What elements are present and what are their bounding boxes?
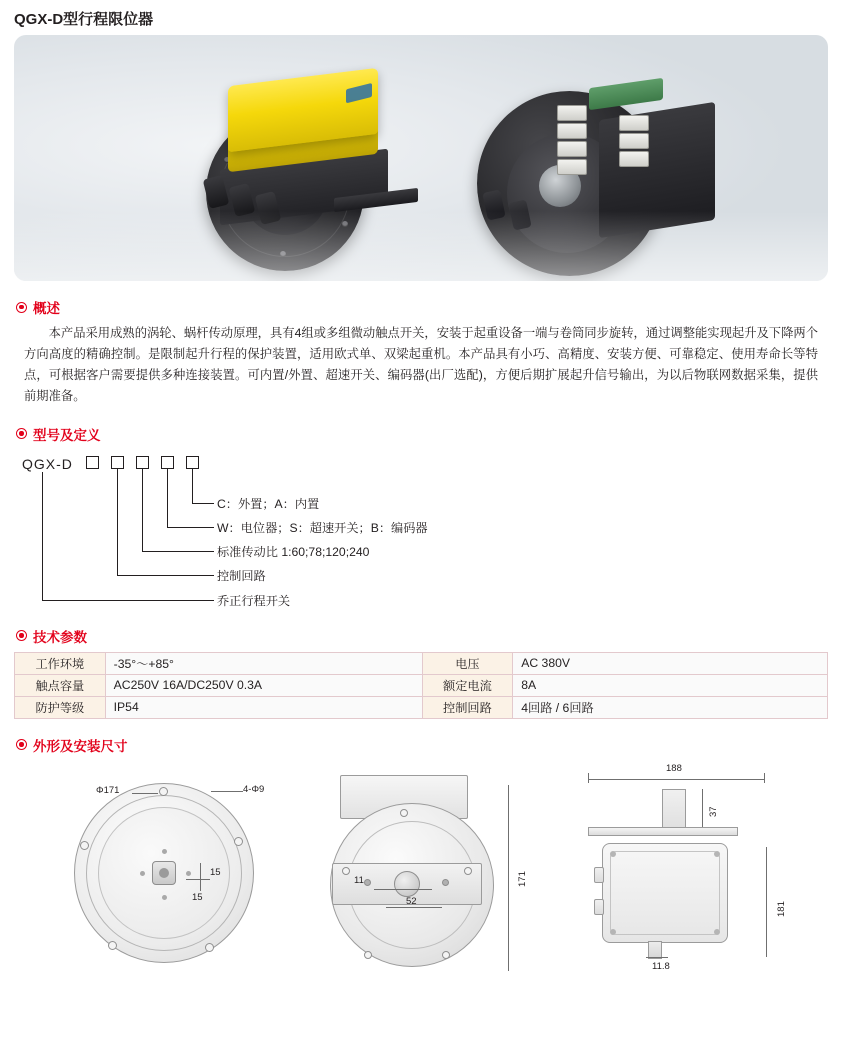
table-cell-key: 触点容量 bbox=[15, 674, 106, 696]
model-code-diagram bbox=[14, 450, 828, 610]
section-tech-header bbox=[14, 626, 828, 646]
dim-side-width: 188 bbox=[666, 762, 682, 774]
model-label-3: 标准传动比 1:60;78;120;240 bbox=[217, 544, 370, 559]
table-cell-value: AC 380V bbox=[513, 652, 828, 674]
table-row bbox=[15, 674, 828, 696]
overview-paragraph: 本产品采用成熟的涡轮、蜗杆传动原理，具有4组或多组微动触点开关，安装于起重设备一端与卷筒同步旋转，通过调整能实现起升及下降两个方向高度的精确控制。是限制起升行程的保护装置，适用欧式单、双梁起重机。本产品具有小巧、高精度、安装方便、可靠稳定、使用寿命长等特点，可根据客户需要提供多种连接装置。可内置/外置、超速开关、编码器(出厂选配)，方便后期扩展起升信号输出，为以后物联网数据采集，提供前期准备。 bbox=[24, 326, 818, 404]
section-overview bbox=[14, 297, 828, 408]
table-cell-value: 8A bbox=[513, 674, 828, 696]
table-cell-key: 额定电流 bbox=[422, 674, 513, 696]
model-option-box-4 bbox=[161, 456, 174, 469]
table-row bbox=[15, 652, 828, 674]
table-cell-value: IP54 bbox=[105, 696, 422, 718]
table-cell-value: -35°～+85° bbox=[105, 652, 422, 674]
dim-side-neck: 37 bbox=[708, 805, 719, 817]
dim-front-v: 15 bbox=[192, 891, 203, 903]
front-view-drawing bbox=[74, 783, 254, 963]
model-label-5: 乔正行程开关 bbox=[217, 593, 291, 608]
limit-switch-open-internals-photo bbox=[469, 71, 719, 276]
section-overview-title: 概述 bbox=[33, 301, 60, 316]
bullet-dot-icon bbox=[16, 302, 27, 313]
section-model bbox=[14, 424, 828, 610]
model-code-text: QGX-D bbox=[22, 455, 73, 472]
section-overview-header bbox=[14, 297, 828, 317]
section-model-header bbox=[14, 424, 828, 444]
side-view-drawing bbox=[584, 771, 784, 971]
dimension-drawings bbox=[14, 761, 828, 976]
middle-view-drawing bbox=[324, 775, 514, 971]
section-dimensions-header bbox=[14, 735, 828, 755]
tech-params-table bbox=[14, 652, 828, 719]
model-option-box-2 bbox=[111, 456, 124, 469]
model-option-box-3 bbox=[136, 456, 149, 469]
dim-front-diameter: Φ171 bbox=[96, 784, 120, 796]
model-label-2: W：电位器；S：超速开关；B：编码器 bbox=[217, 520, 428, 535]
section-model-title: 型号及定义 bbox=[33, 427, 101, 443]
dim-side-height: 181 bbox=[776, 900, 787, 917]
table-cell-key: 防护等级 bbox=[15, 696, 106, 718]
product-photo-band bbox=[14, 35, 828, 281]
table-cell-key: 工作环境 bbox=[15, 652, 106, 674]
limit-switch-yellow-cover-photo bbox=[184, 73, 424, 273]
model-option-box-5 bbox=[186, 456, 199, 469]
dim-middle-w-mid: 52 bbox=[406, 895, 417, 907]
model-label-1: C：外置；A：内置 bbox=[217, 496, 320, 511]
dim-side-stub: 11.8 bbox=[652, 960, 670, 972]
section-tech-title: 技术参数 bbox=[33, 629, 87, 645]
model-option-box-1 bbox=[86, 456, 99, 469]
section-dimensions bbox=[14, 735, 828, 976]
page-title: QGX-D型行程限位器 bbox=[14, 11, 154, 28]
dim-middle-height: 171 bbox=[517, 870, 528, 887]
dim-front-h: 15 bbox=[210, 866, 221, 878]
section-dimensions-title: 外形及安装尺寸 bbox=[33, 738, 128, 754]
dim-middle-w-small: 11 bbox=[354, 874, 364, 886]
table-row bbox=[15, 696, 828, 718]
table-cell-value: 4回路 / 6回路 bbox=[513, 696, 828, 718]
table-cell-key: 电压 bbox=[422, 652, 513, 674]
bullet-dot-icon bbox=[16, 428, 27, 439]
bullet-dot-icon bbox=[16, 630, 27, 641]
dim-front-holes: 4-Φ9 bbox=[243, 783, 265, 795]
model-label-4: 控制回路 bbox=[217, 568, 266, 583]
table-cell-value: AC250V 16A/DC250V 0.3A bbox=[105, 674, 422, 696]
section-tech bbox=[14, 626, 828, 719]
bullet-dot-icon bbox=[16, 739, 27, 750]
table-cell-key: 控制回路 bbox=[422, 696, 513, 718]
